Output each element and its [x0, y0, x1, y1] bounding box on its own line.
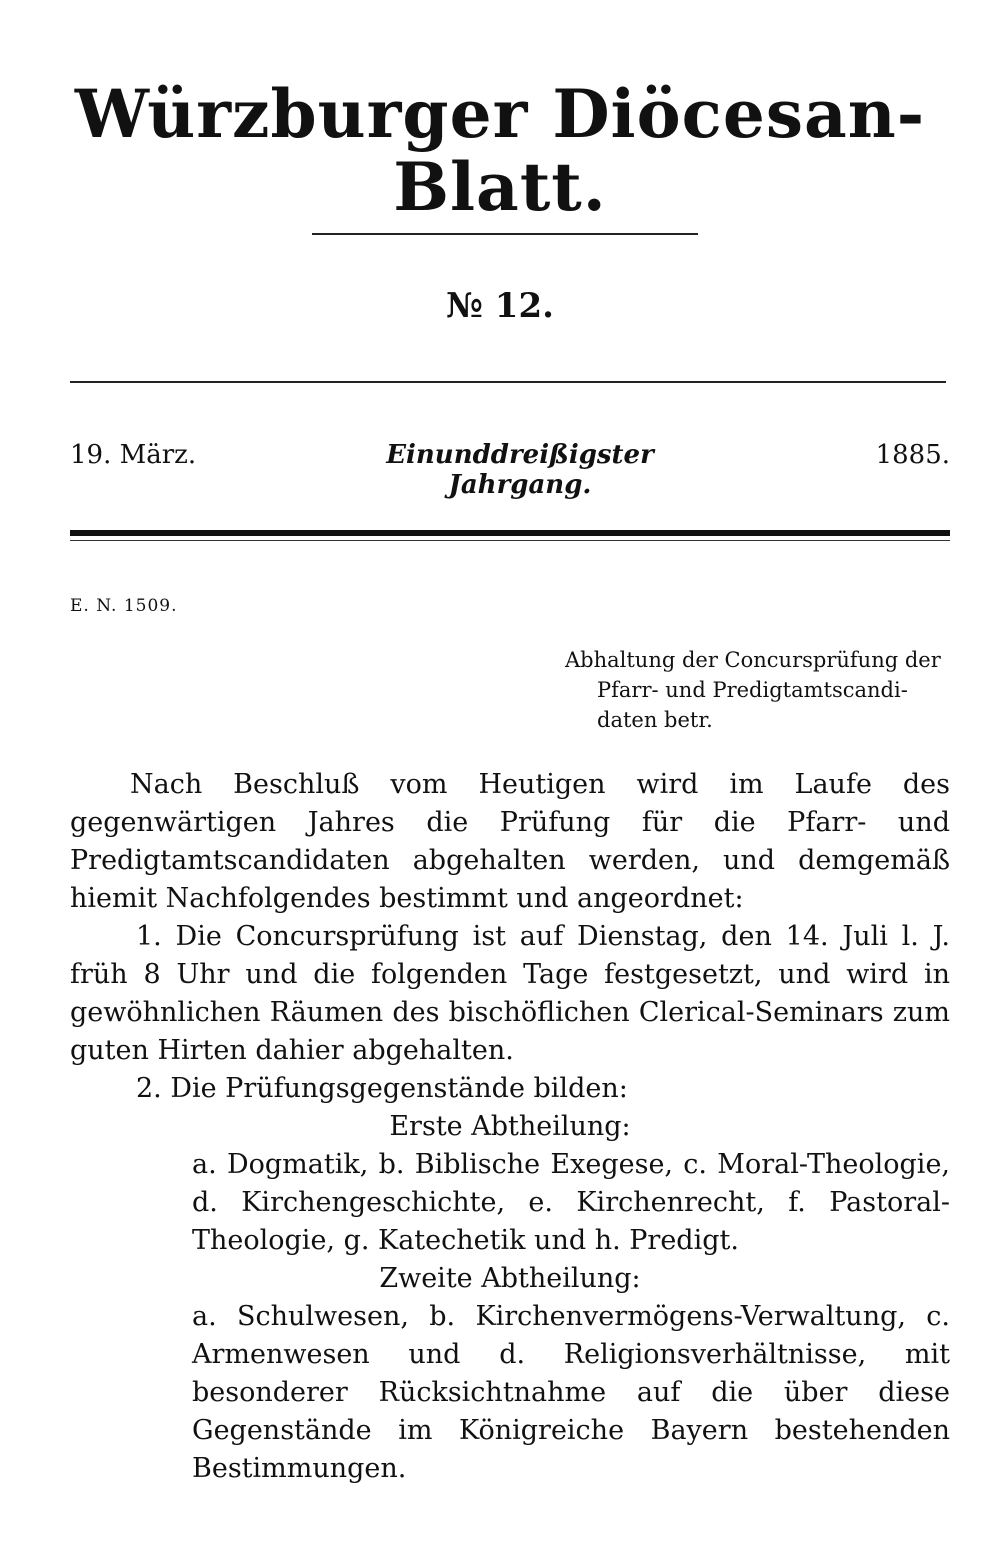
reference-number: E. N. 1509. — [70, 596, 178, 616]
masthead-divider — [312, 233, 698, 235]
masthead-title: Würzburger Diöcesan-Blatt. — [74, 75, 926, 226]
section-2-subjects: a. Schulwesen, b. Kirchenvermögens-Verwaltung, c. Armenwesen und d. Religionsverhältnisse, mit besonderer Rücksichtnahme auf die über diese Gegenstände im Königreiche Bayern bestehenden Bestimmungen. — [192, 1301, 950, 1484]
issue-year: 1885. — [875, 440, 950, 470]
section-2-heading: Zweite Abtheilung: — [379, 1263, 641, 1294]
issue-number: № 12. — [446, 286, 554, 326]
header-thin-rule — [70, 540, 950, 541]
dateline — [70, 440, 950, 500]
article-body — [70, 766, 950, 1488]
sidenote-line-3: daten betr. — [597, 708, 713, 732]
section-1-heading: Erste Abtheilung: — [389, 1111, 631, 1142]
intro-paragraph: Nach Beschluß vom Heutigen wird im Laufe des gegenwärtigen Jahres die Prüfung für die Pfarr- und Predigtamtscandidaten abgehalten werden, und demgemäß hiemit Nachfolgendes bestimmt und angeordnet: — [70, 769, 950, 914]
sidenote-line-1: Abhaltung der Concursprüfung der — [565, 648, 941, 672]
section-1-subjects: a. Dogmatik, b. Biblische Exegese, c. Moral-Theologie, d. Kirchengeschichte, e. Kirchenrecht, f. Pastoral-Theologie, g. Katechetik und h. Predigt. — [192, 1149, 950, 1256]
item-1-paragraph: 1. Die Concursprüfung ist auf Dienstag, den 14. Juli l. J. früh 8 Uhr und die folgenden Tage festgesetzt, und wird in gewöhnlichen Räumen des bischöflichen Clerical-Seminars zum guten Hirten dahier abgehalten. — [70, 921, 950, 1066]
issue-date: 19. März. — [70, 440, 197, 470]
sidenote-line-2: Pfarr- und Predigtamtscandi- — [597, 678, 908, 702]
header-thick-rule — [70, 530, 950, 536]
subject-sidenote — [565, 645, 957, 735]
issue-divider — [70, 381, 946, 383]
item-2-paragraph: 2. Die Prüfungsgegenstände bilden: — [136, 1073, 628, 1104]
volume-label: Einunddreißigster Jahrgang. — [386, 440, 654, 500]
